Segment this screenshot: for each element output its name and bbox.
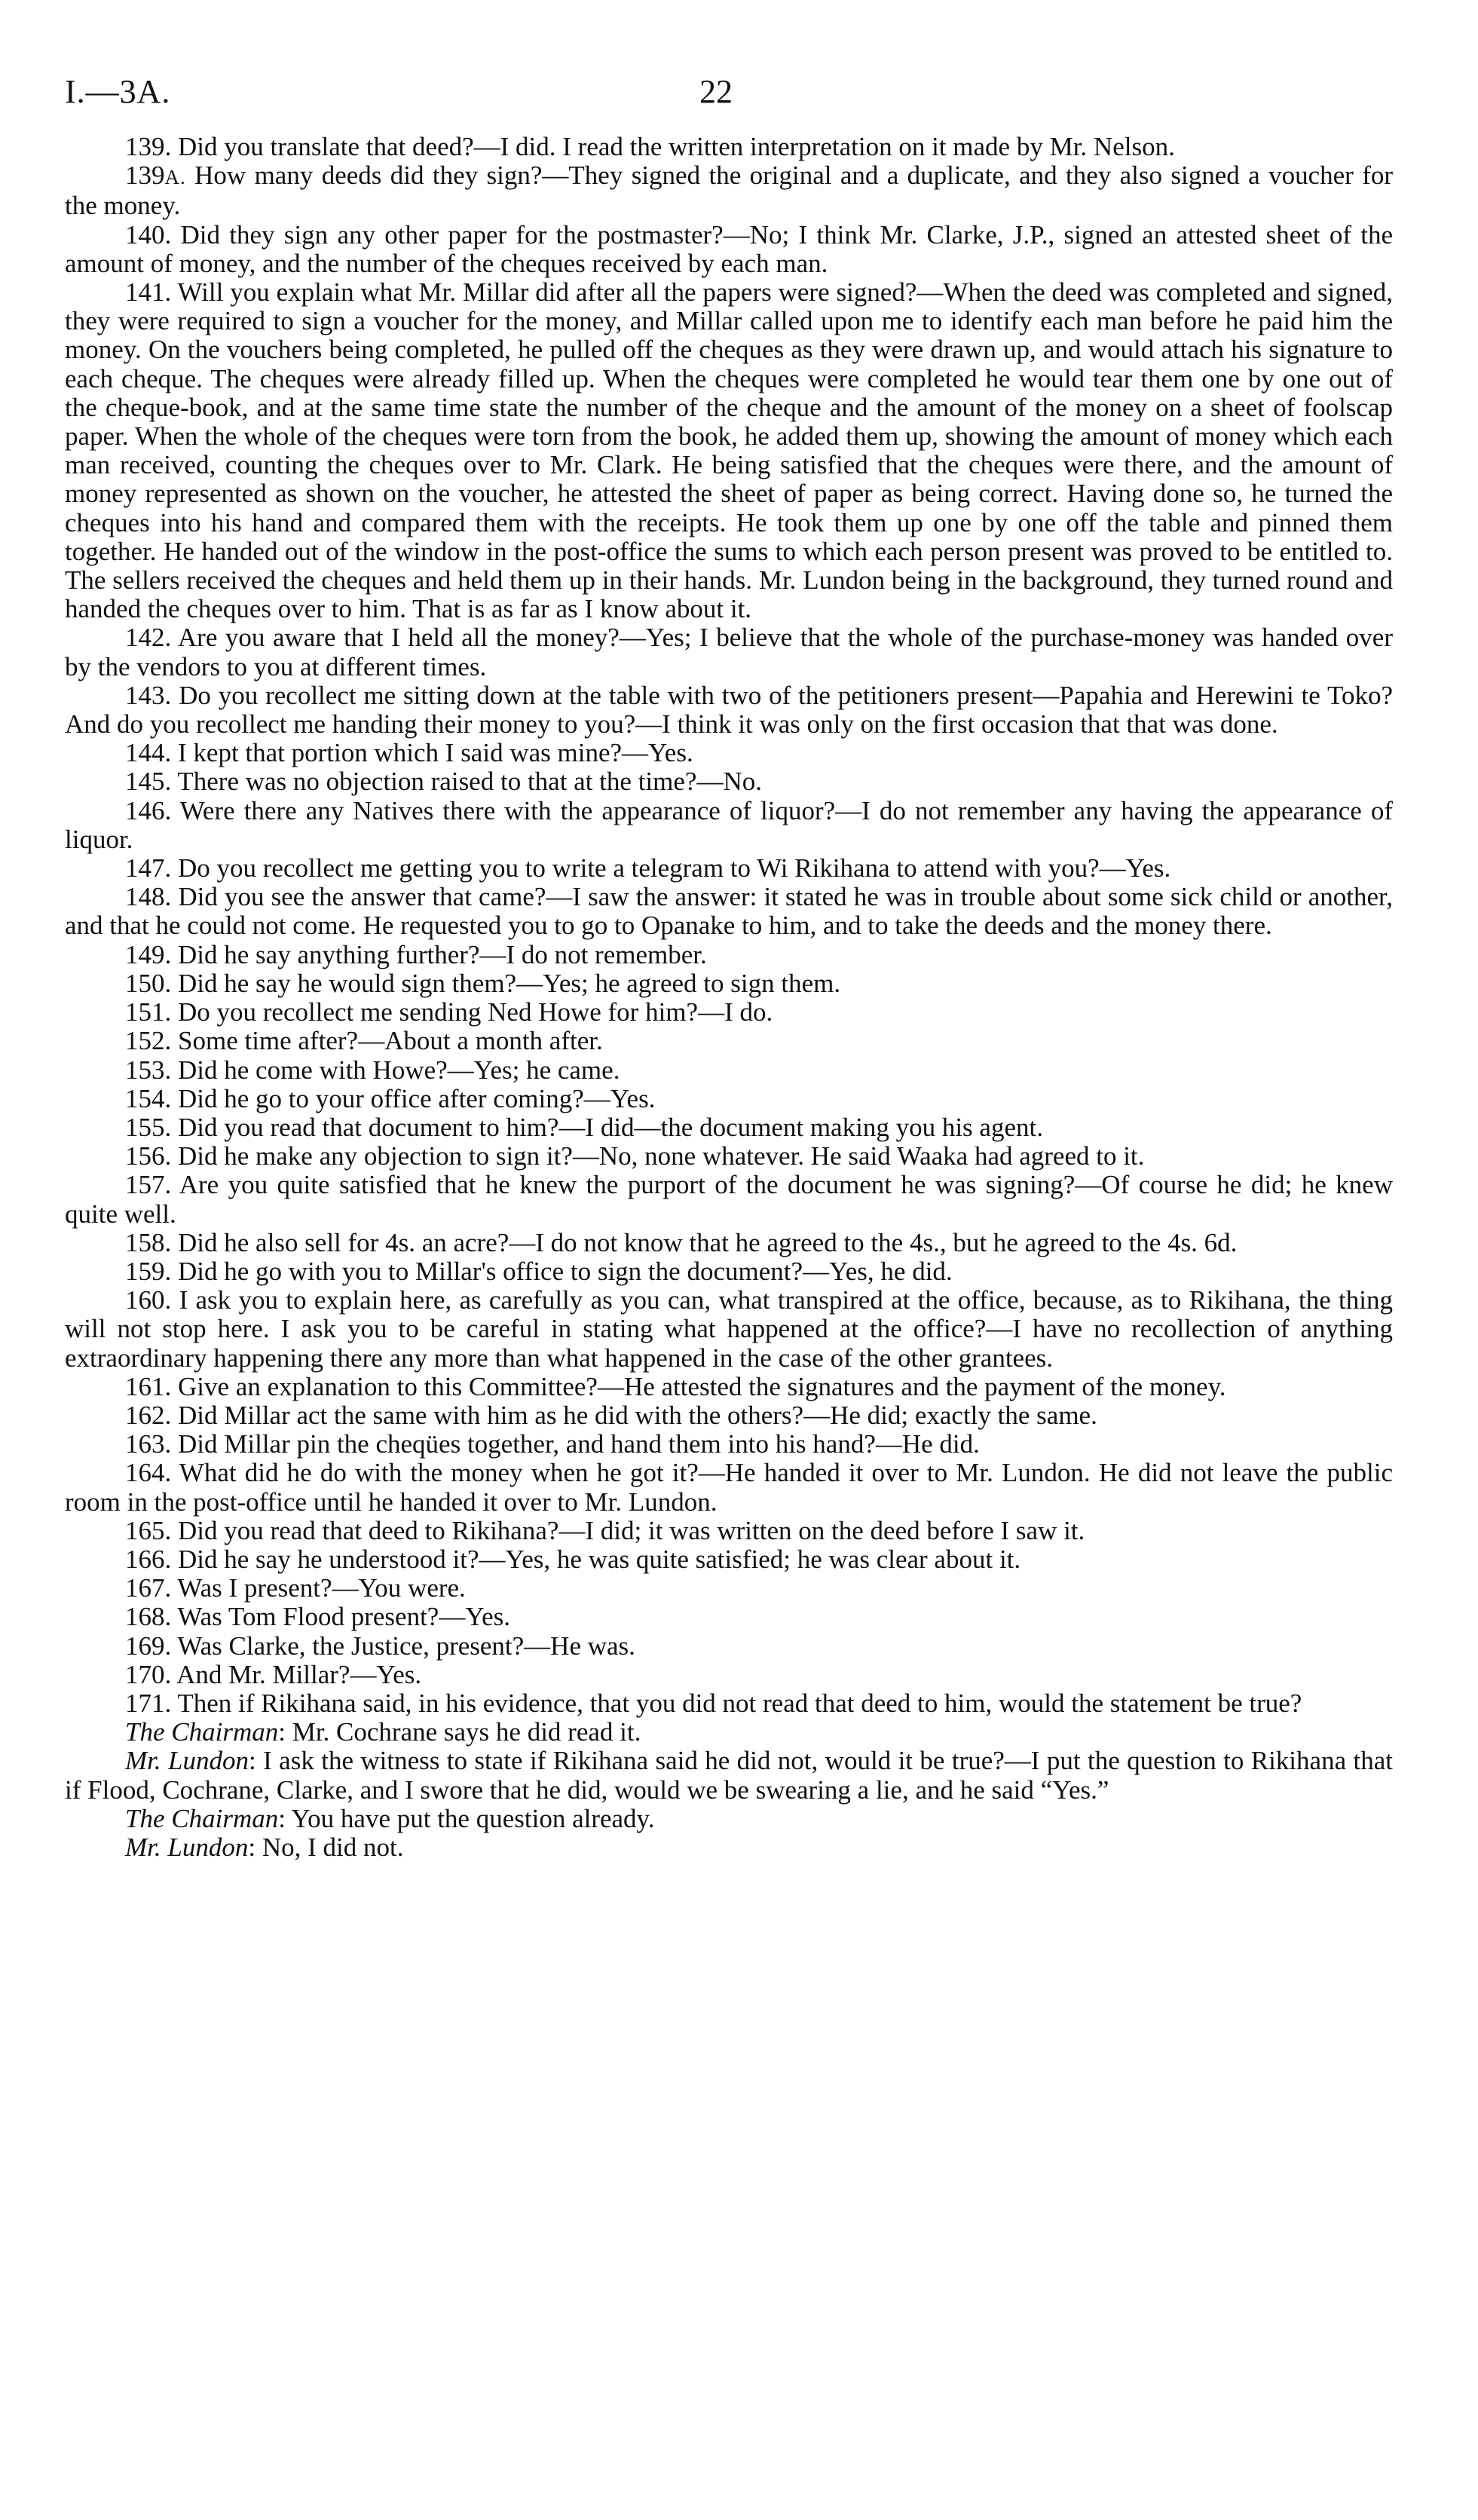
question-text: Then if Rikihana said, in his evidence, that you did not read that deed to him, would the statement be true? bbox=[177, 1688, 1302, 1718]
document-body bbox=[65, 133, 1393, 1862]
paragraph-154 bbox=[65, 1085, 1393, 1113]
question-text: Did he go to your office after coming?—Yes. bbox=[178, 1083, 656, 1113]
question-number: 147. bbox=[125, 853, 172, 883]
question-number: 139. bbox=[125, 132, 172, 161]
question-text: Did he say he understood it?—Yes, he was quite satisfied; he was clear about it. bbox=[178, 1544, 1021, 1574]
question-text: Did he go with you to Millar's office to sign the document?—Yes, he did. bbox=[178, 1256, 953, 1286]
question-number: 163. bbox=[125, 1429, 172, 1459]
question-number: 155. bbox=[125, 1112, 172, 1142]
paragraph-162 bbox=[65, 1401, 1393, 1430]
paragraph-159 bbox=[65, 1257, 1393, 1286]
dialogue-lundon-2 bbox=[65, 1833, 1393, 1862]
paragraph-167 bbox=[65, 1574, 1393, 1603]
paragraph-139a bbox=[65, 161, 1393, 220]
question-text: I ask you to explain here, as carefully as you can, what transpired at the office, because, as to Rikihana, the thing will not stop here. I ask you to be careful in stating what happened at the office?—I have no recollection of anything extraordinary happening there any more than what happened in the case of the other grantees. bbox=[65, 1285, 1394, 1373]
paragraph-142 bbox=[65, 623, 1393, 681]
question-number: 166. bbox=[125, 1544, 172, 1574]
question-text: Did he also sell for 4s. an acre?—I do not know that he agreed to the 4s., but he agreed to the 4s. 6d. bbox=[178, 1227, 1238, 1257]
question-text: Some time after?—About a month after. bbox=[178, 1026, 603, 1056]
question-text: Did you read that deed to Rikihana?—I did; it was written on the deed before I saw it. bbox=[178, 1515, 1085, 1545]
question-number: 146. bbox=[125, 795, 172, 825]
document-page bbox=[65, 69, 1393, 1862]
speech-text: : You have put the question already. bbox=[278, 1803, 655, 1833]
question-text: Did Millar act the same with him as he did with the others?—He did; exactly the same. bbox=[178, 1400, 1097, 1430]
question-number-suffix: A. bbox=[164, 166, 186, 189]
paragraph-150 bbox=[65, 969, 1393, 998]
question-text: Did you see the answer that came?—I saw the answer: it stated he was in trouble about some sick child or another, and that he could not come. He requested you to go to Opanake to him, and to take the deeds and the money there. bbox=[65, 882, 1393, 941]
paragraph-144 bbox=[65, 739, 1393, 767]
paragraph-164 bbox=[65, 1459, 1393, 1516]
question-text: I kept that portion which I said was mine?—Yes. bbox=[178, 738, 693, 768]
paragraph-149 bbox=[65, 941, 1393, 969]
question-text: Was I present?—You were. bbox=[177, 1573, 466, 1603]
paragraph-170 bbox=[65, 1661, 1393, 1689]
question-text: Will you explain what Mr. Millar did after all the papers were signed?—When the deed was completed and signed, they were required to sign a voucher for the money, and Millar called upon me to identify each man before he paid him the money. On the vouchers being completed, he pulled off the cheques as they were drawn up, and would attach his signature to each cheque. The cheques were already filled up. When the cheques were completed he would tear them one by one out of the cheque-book, and at the same time state the number of the cheque and the amount of the money on a sheet of foolscap paper. When the whole of the cheques were torn from the book, he added them up, showing the amount of money which each man received, counting the cheques over to Mr. Clark. He being satisfied that the cheques were there, and the amount of money represented as shown on the voucher, he attested the sheet of paper as being correct. Having done so, he turned the cheques into his hand and compared them with the receipts. He took them up one by one off the table and pinned them together. He handed out of the window in the post-office the sums to which each person present was proved to be entitled to. The sellers received the cheques and held them up in their hands. Mr. Lundon being in the background, they turned round and handed the cheques over to him. That is as far as I know about it. bbox=[65, 277, 1393, 624]
dialogue-chairman-2 bbox=[65, 1805, 1393, 1833]
paragraph-169 bbox=[65, 1632, 1393, 1661]
question-number: 164. bbox=[125, 1458, 172, 1488]
question-text: Are you quite satisfied that he knew the purport of the document he was signing?—Of course he did; he knew quite well. bbox=[65, 1170, 1393, 1229]
question-number: 149. bbox=[125, 939, 172, 969]
question-text: Did he say anything further?—I do not remember. bbox=[178, 939, 707, 969]
question-text: How many deeds did they sign?—They signed the original and a duplicate, and they also signed a voucher for the money. bbox=[65, 161, 1394, 221]
dialogue-chairman-1 bbox=[65, 1718, 1393, 1747]
question-number: 171. bbox=[125, 1688, 172, 1718]
question-number: 154. bbox=[125, 1083, 172, 1113]
question-text: What did he do with the money when he got it?—He handed it over to Mr. Lundon. He did not leave the public room in the post-office until he handed it over to Mr. Lundon. bbox=[65, 1458, 1393, 1517]
paragraph-163 bbox=[65, 1430, 1393, 1459]
question-text: Did he make any objection to sign it?—No, none whatever. He said Waaka had agreed to it. bbox=[178, 1141, 1145, 1171]
speaker-name: Mr. Lundon bbox=[125, 1832, 249, 1862]
question-number: 152. bbox=[125, 1026, 172, 1056]
speaker-name: The Chairman bbox=[125, 1717, 279, 1747]
paragraph-158 bbox=[65, 1229, 1393, 1257]
paragraph-156 bbox=[65, 1142, 1393, 1171]
dialogue-lundon-1 bbox=[65, 1747, 1393, 1804]
question-number: 157. bbox=[125, 1170, 172, 1200]
question-text: Are you aware that I held all the money?—Yes; I believe that the whole of the purchase-money was handed over by the vendors to you at different times. bbox=[65, 623, 1394, 681]
question-text: Do you recollect me getting you to write a telegram to Wi Rikihana to attend with you?—Yes. bbox=[178, 853, 1171, 883]
paragraph-148 bbox=[65, 883, 1393, 940]
paragraph-166 bbox=[65, 1545, 1393, 1574]
question-text: Were there any Natives there with the appearance of liquor?—I do not remember any having the appearance of liquor. bbox=[65, 795, 1393, 854]
question-text: Did you translate that deed?—I did. I read the written interpretation on it made by Mr. Nelson. bbox=[178, 132, 1175, 161]
question-text: There was no objection raised to that at the time?—No. bbox=[177, 767, 762, 797]
question-number: 140. bbox=[125, 219, 172, 250]
speaker-name: Mr. Lundon bbox=[125, 1746, 249, 1776]
speaker-name: The Chairman bbox=[125, 1803, 279, 1833]
question-number: 142. bbox=[125, 623, 172, 653]
question-number: 158. bbox=[125, 1227, 172, 1257]
question-text: Did he say he would sign them?—Yes; he agreed to sign them. bbox=[178, 968, 841, 998]
page-header bbox=[65, 69, 1393, 133]
question-number: 165. bbox=[125, 1515, 172, 1545]
question-number: 159. bbox=[125, 1256, 172, 1286]
question-number: 170. bbox=[125, 1659, 172, 1689]
paragraph-160 bbox=[65, 1286, 1393, 1373]
paragraph-141 bbox=[65, 278, 1393, 623]
question-number: 144. bbox=[125, 738, 172, 768]
paragraph-157 bbox=[65, 1171, 1393, 1228]
paragraph-145 bbox=[65, 767, 1393, 796]
question-number: 145. bbox=[125, 767, 172, 797]
question-text: Was Tom Flood present?—Yes. bbox=[177, 1602, 511, 1632]
question-number: 161. bbox=[125, 1371, 172, 1401]
question-number: 156. bbox=[125, 1141, 172, 1171]
question-text: Did he come with Howe?—Yes; he came. bbox=[178, 1055, 620, 1085]
paragraph-155 bbox=[65, 1113, 1393, 1142]
paragraph-165 bbox=[65, 1517, 1393, 1545]
question-text: Did Millar pin the cheqües together, and hand them into his hand?—He did. bbox=[178, 1429, 980, 1459]
paragraph-168 bbox=[65, 1603, 1393, 1631]
paragraph-139 bbox=[65, 133, 1393, 161]
question-number: 168. bbox=[125, 1602, 172, 1632]
paragraph-152 bbox=[65, 1027, 1393, 1055]
question-number: 139 bbox=[125, 161, 165, 191]
page-number: 22 bbox=[699, 73, 733, 110]
question-number: 160. bbox=[125, 1285, 172, 1315]
question-text: Do you recollect me sending Ned Howe for him?—I do. bbox=[178, 997, 773, 1027]
paragraph-171 bbox=[65, 1689, 1393, 1718]
speech-text: : No, I did not. bbox=[248, 1832, 404, 1862]
question-text: Give an explanation to this Committee?—He attested the signatures and the payment of the money. bbox=[178, 1371, 1226, 1401]
speech-text: : Mr. Cochrane says he did read it. bbox=[278, 1717, 641, 1747]
question-text: Did you read that document to him?—I did—the document making you his agent. bbox=[178, 1112, 1043, 1142]
document-reference: I.—3A. bbox=[65, 73, 171, 110]
paragraph-153 bbox=[65, 1056, 1393, 1085]
paragraph-146 bbox=[65, 797, 1393, 854]
question-number: 150. bbox=[125, 968, 172, 998]
paragraph-151 bbox=[65, 998, 1393, 1027]
question-number: 162. bbox=[125, 1400, 172, 1430]
question-text: Was Clarke, the Justice, present?—He was. bbox=[177, 1630, 635, 1661]
question-number: 169. bbox=[125, 1630, 172, 1661]
paragraph-161 bbox=[65, 1373, 1393, 1401]
question-number: 151. bbox=[125, 997, 172, 1027]
paragraph-140 bbox=[65, 221, 1393, 278]
question-number: 153. bbox=[125, 1055, 172, 1085]
question-number: 148. bbox=[125, 882, 172, 912]
question-text: Do you recollect me sitting down at the table with two of the petitioners present—Papahia and Herewini te Toko? And do you recollect me handing their money to you?—I think it was only on the first occasion that that was done. bbox=[65, 680, 1393, 739]
question-text: Did they sign any other paper for the postmaster?—No; I think Mr. Clarke, J.P., signed an attested sheet of the amount of money, and the number of the cheques received by each man. bbox=[65, 219, 1394, 278]
speech-text: : I ask the witness to state if Rikihana said he did not, would it be true?—I put the question to Rikihana that if Flood, Cochrane, Clarke, and I swore that he did, would we be swearing a lie, and he said “Yes.” bbox=[65, 1746, 1393, 1805]
question-text: And Mr. Millar?—Yes. bbox=[176, 1659, 422, 1689]
question-number: 143. bbox=[125, 680, 172, 710]
question-number: 167. bbox=[125, 1573, 172, 1603]
question-number: 141. bbox=[125, 277, 172, 308]
paragraph-143 bbox=[65, 681, 1393, 739]
paragraph-147 bbox=[65, 854, 1393, 883]
